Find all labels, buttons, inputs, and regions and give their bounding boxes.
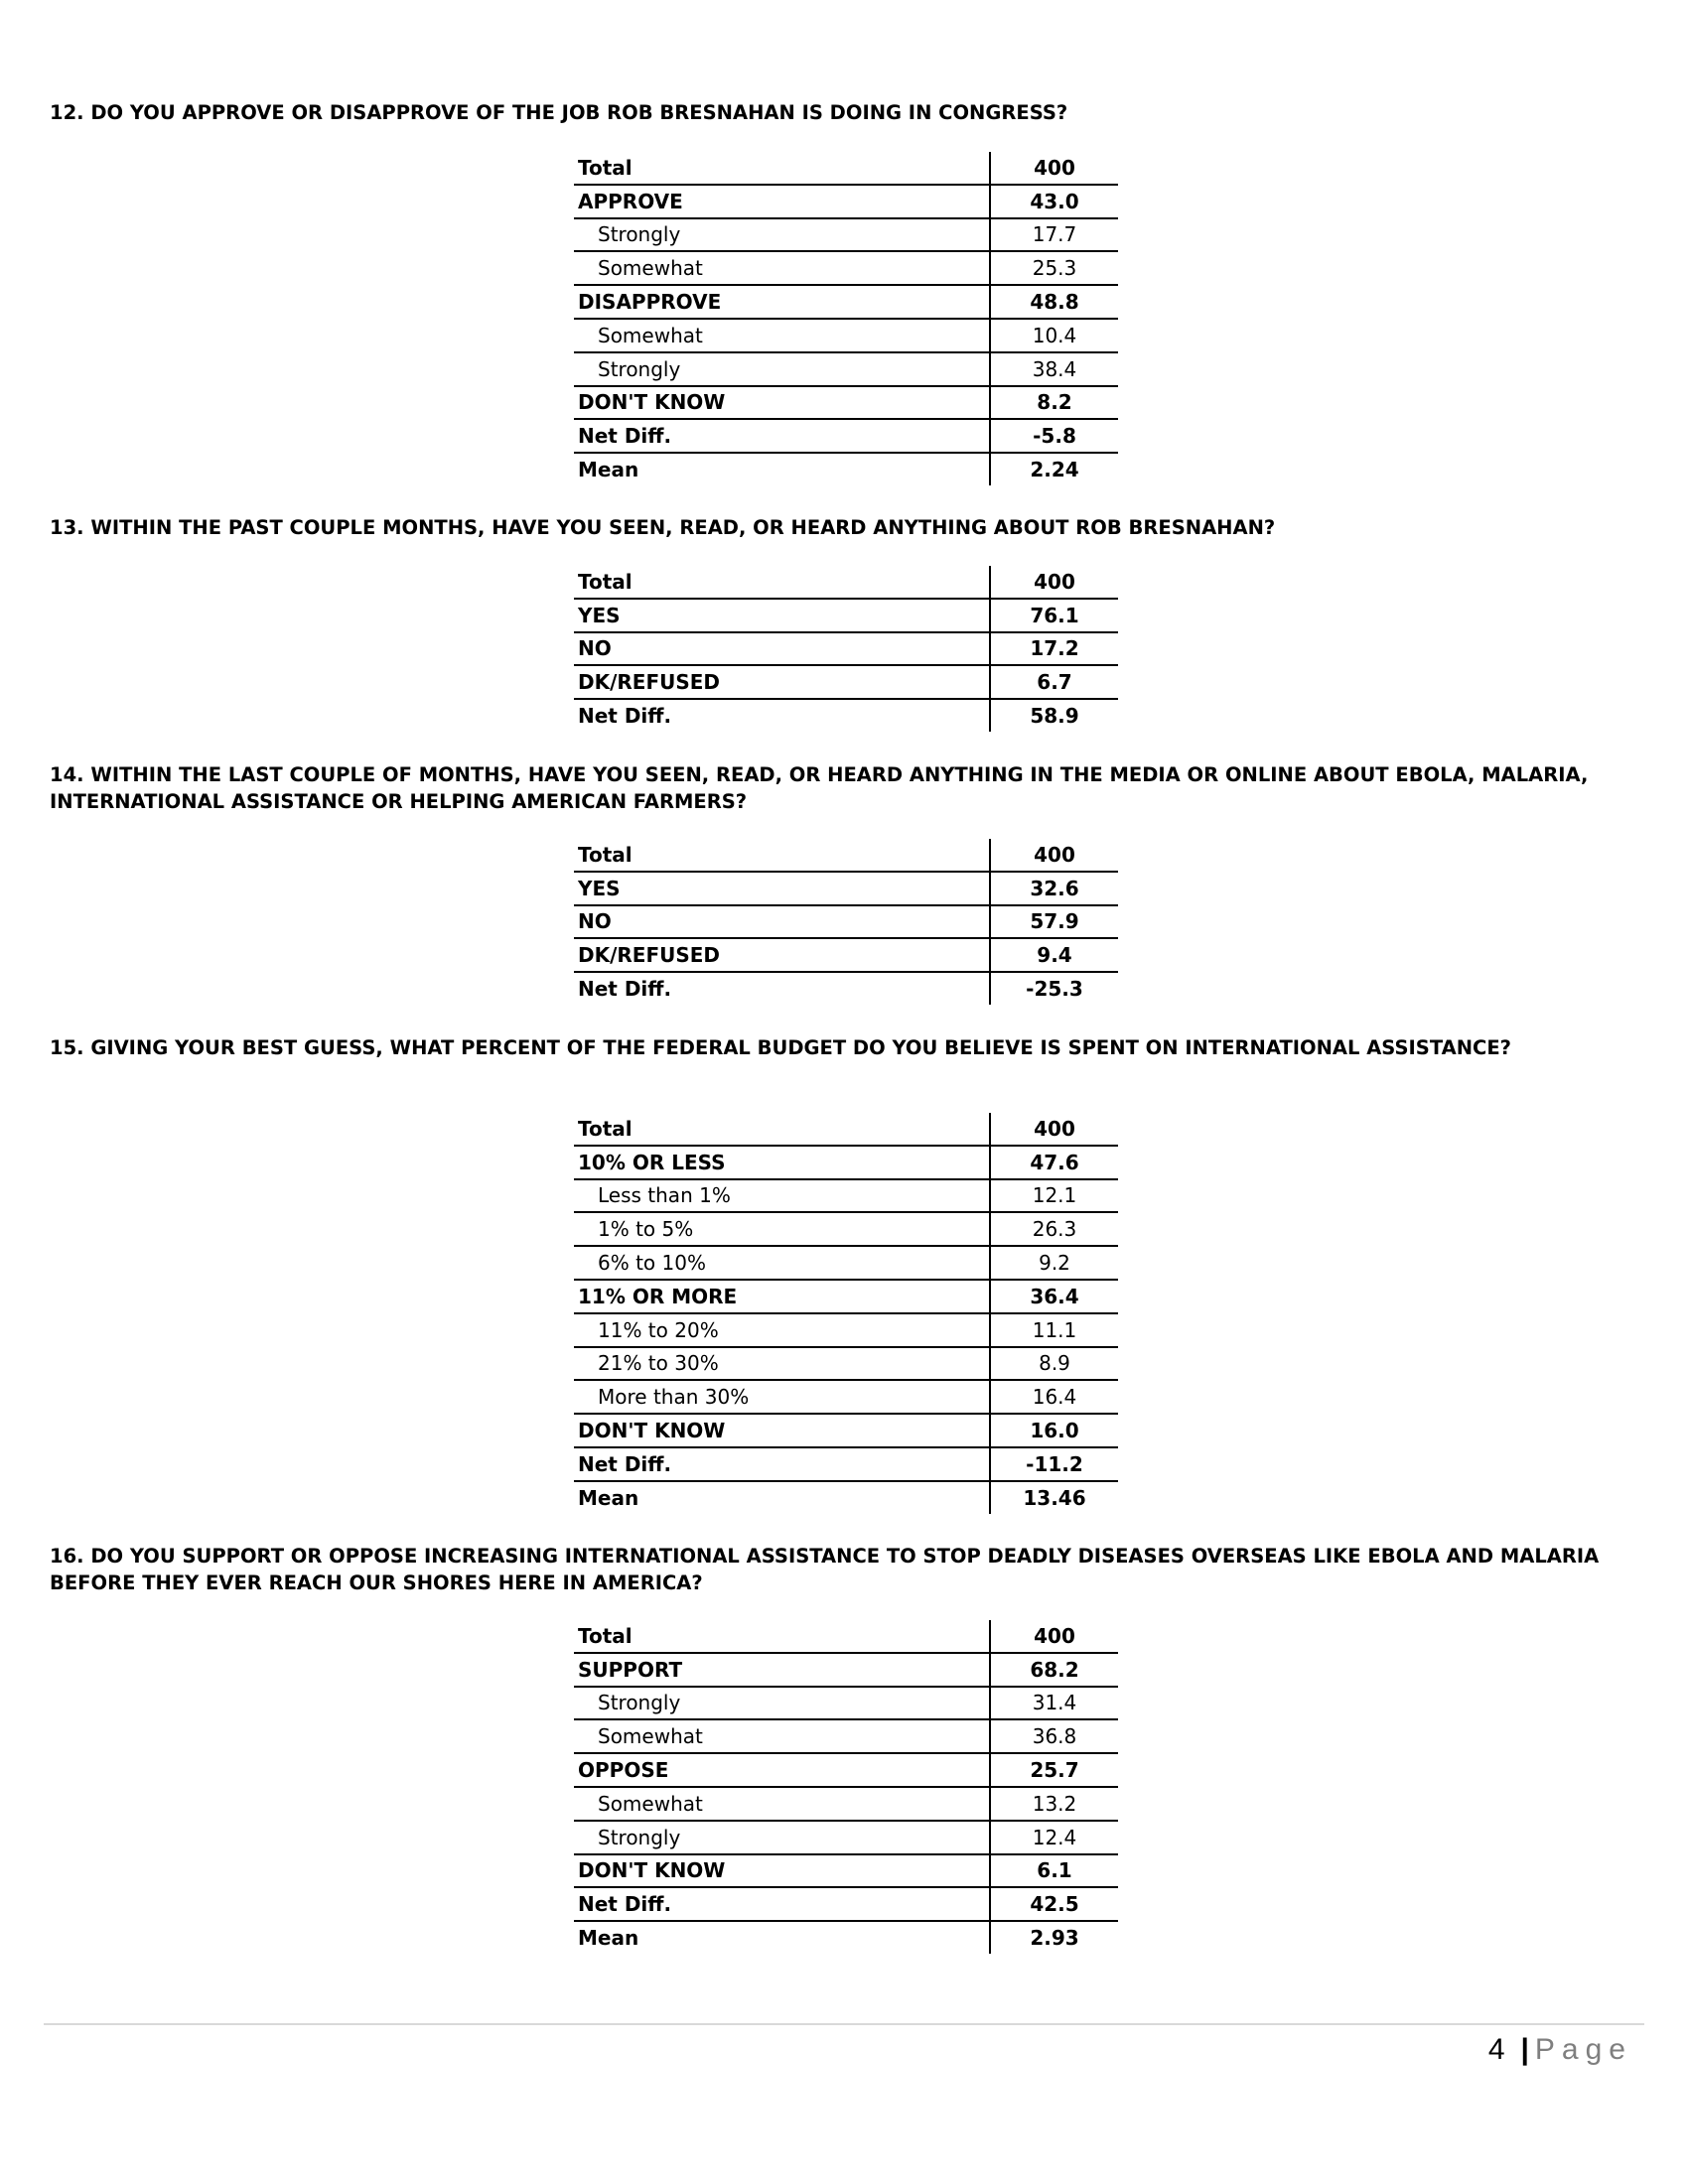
table-row — [574, 1787, 1118, 1821]
row-value: 9.4 — [990, 938, 1118, 972]
row-label: NO — [574, 905, 990, 939]
table-row — [574, 699, 1118, 732]
row-label: Strongly — [574, 352, 990, 386]
row-label: Less than 1% — [574, 1179, 990, 1213]
row-label: Mean — [578, 457, 639, 481]
row-value: 2.93 — [990, 1921, 1118, 1954]
footer-divider — [44, 2023, 1644, 2025]
row-label: Net Diff. — [578, 703, 672, 728]
row-label: Mean — [578, 1485, 639, 1510]
row-value: 12.4 — [990, 1821, 1118, 1854]
question-heading: 13. WITHIN THE PAST COUPLE MONTHS, HAVE YOU SEEN, READ, OR HEARD ANYTHING ABOUT ROB BRESNAHAN? — [50, 516, 1276, 539]
question-heading: 14. WITHIN THE LAST COUPLE OF MONTHS, HAVE YOU SEEN, READ, OR HEARD ANYTHING IN THE MEDIA OR ONLINE ABOUT EBOLA, MALARIA, INTERNATIONAL ASSISTANCE OR HELPING AMERICAN FARMERS? — [50, 763, 1589, 813]
row-label: DK/REFUSED — [574, 665, 990, 699]
results-table — [574, 1620, 1118, 1954]
table-row — [574, 285, 1118, 319]
row-value: 38.4 — [990, 352, 1118, 386]
table-row — [574, 218, 1118, 252]
row-label: Somewhat — [574, 1719, 990, 1753]
row-value: 57.9 — [990, 905, 1118, 939]
row-label: 10% OR LESS — [574, 1146, 990, 1179]
row-label: Total — [574, 1620, 990, 1653]
row-label: NO — [574, 632, 990, 666]
table-row — [574, 905, 1118, 939]
row-value: 6.7 — [990, 665, 1118, 699]
table-row — [574, 1179, 1118, 1213]
row-value: 68.2 — [990, 1653, 1118, 1687]
results-table — [574, 839, 1118, 1005]
row-value: 6.1 — [990, 1854, 1118, 1888]
row-label: DON'T KNOW — [574, 1854, 990, 1888]
row-label: APPROVE — [574, 185, 990, 218]
table-row — [574, 872, 1118, 905]
table-row — [574, 419, 1118, 453]
table-row — [574, 599, 1118, 632]
table-row — [574, 839, 1118, 872]
row-value: 43.0 — [990, 185, 1118, 218]
row-label: 1% to 5% — [574, 1212, 990, 1246]
row-value: 36.8 — [990, 1719, 1118, 1753]
row-value: 400 — [990, 1620, 1118, 1653]
page-label: Page — [1534, 2033, 1632, 2066]
row-label: DON'T KNOW — [574, 1414, 990, 1447]
row-label: Total — [574, 152, 990, 185]
page-footer — [1488, 2033, 1632, 2067]
row-value: 16.4 — [990, 1380, 1118, 1414]
table-row — [574, 1620, 1118, 1653]
table-row — [574, 1653, 1118, 1687]
row-value: -11.2 — [990, 1447, 1118, 1481]
row-value: 48.8 — [990, 285, 1118, 319]
table-row — [574, 152, 1118, 185]
table-row — [574, 386, 1118, 420]
table-row — [574, 566, 1118, 599]
row-label: YES — [574, 599, 990, 632]
table-row — [574, 1313, 1118, 1347]
row-value: 400 — [990, 839, 1118, 872]
table-row — [574, 1481, 1118, 1514]
row-label: Somewhat — [574, 1787, 990, 1821]
table-row — [574, 632, 1118, 666]
table-row — [574, 1414, 1118, 1447]
row-value: 2.24 — [990, 453, 1118, 485]
row-label: More than 30% — [574, 1380, 990, 1414]
row-value: 400 — [990, 152, 1118, 185]
table-row — [574, 1887, 1118, 1921]
row-value: -5.8 — [990, 419, 1118, 453]
row-value: 9.2 — [990, 1246, 1118, 1280]
row-value: 8.9 — [990, 1347, 1118, 1381]
table-row — [574, 319, 1118, 352]
row-value: 36.4 — [990, 1280, 1118, 1313]
row-label: Net Diff. — [578, 976, 672, 1001]
row-label: 21% to 30% — [574, 1347, 990, 1381]
table-row — [574, 1719, 1118, 1753]
results-table — [574, 152, 1118, 485]
row-value: 10.4 — [990, 319, 1118, 352]
row-value: 13.46 — [990, 1481, 1118, 1514]
row-value: -25.3 — [990, 972, 1118, 1005]
row-label: Net Diff. — [574, 419, 990, 453]
row-label: Total — [574, 839, 990, 872]
row-value: 76.1 — [990, 599, 1118, 632]
table-row — [574, 1146, 1118, 1179]
row-label: DISAPPROVE — [574, 285, 990, 319]
row-value: 8.2 — [990, 386, 1118, 420]
row-value: 17.7 — [990, 218, 1118, 252]
row-label: Net Diff. — [574, 1447, 990, 1481]
table-row — [574, 1347, 1118, 1381]
table-row — [574, 1821, 1118, 1854]
row-label: Total — [574, 1113, 990, 1146]
row-value: 42.5 — [990, 1887, 1118, 1921]
row-label: DK/REFUSED — [574, 938, 990, 972]
row-value: 32.6 — [990, 872, 1118, 905]
table-row — [574, 1687, 1118, 1720]
table-row — [574, 972, 1118, 1005]
results-table — [574, 1113, 1118, 1514]
row-label: Mean — [578, 1925, 639, 1950]
table-row — [574, 352, 1118, 386]
row-label: DON'T KNOW — [574, 386, 990, 420]
question-heading: 15. GIVING YOUR BEST GUESS, WHAT PERCENT OF THE FEDERAL BUDGET DO YOU BELIEVE IS SPENT ON INTERNATIONAL ASSISTANCE? — [50, 1036, 1511, 1059]
page-number: 4 — [1487, 2033, 1505, 2066]
row-label: Net Diff. — [574, 1887, 990, 1921]
row-value: 400 — [990, 1113, 1118, 1146]
row-value: 47.6 — [990, 1146, 1118, 1179]
row-value: 13.2 — [990, 1787, 1118, 1821]
row-label: YES — [574, 872, 990, 905]
table-row — [574, 1113, 1118, 1146]
row-value: 17.2 — [990, 632, 1118, 666]
row-value: 25.3 — [990, 251, 1118, 285]
row-label: SUPPORT — [574, 1653, 990, 1687]
table-row — [574, 453, 1118, 485]
table-row — [574, 1447, 1118, 1481]
row-label: OPPOSE — [574, 1753, 990, 1787]
row-value: 58.9 — [990, 699, 1118, 732]
row-label: 11% to 20% — [574, 1313, 990, 1347]
table-row — [574, 251, 1118, 285]
row-label: Somewhat — [574, 251, 990, 285]
row-value: 31.4 — [990, 1687, 1118, 1720]
table-row — [574, 185, 1118, 218]
row-value: 26.3 — [990, 1212, 1118, 1246]
table-row — [574, 1854, 1118, 1888]
table-row — [574, 665, 1118, 699]
table-row — [574, 1280, 1118, 1313]
table-row — [574, 1921, 1118, 1954]
row-label: Strongly — [574, 218, 990, 252]
row-label: Somewhat — [574, 319, 990, 352]
table-row — [574, 1246, 1118, 1280]
row-value: 11.1 — [990, 1313, 1118, 1347]
row-value: 25.7 — [990, 1753, 1118, 1787]
table-row — [574, 1380, 1118, 1414]
results-table — [574, 566, 1118, 732]
row-value: 12.1 — [990, 1179, 1118, 1213]
row-value: 400 — [990, 566, 1118, 599]
row-label: 6% to 10% — [574, 1246, 990, 1280]
table-row — [574, 1753, 1118, 1787]
question-heading: 16. DO YOU SUPPORT OR OPPOSE INCREASING INTERNATIONAL ASSISTANCE TO STOP DEADLY DISEASES OVERSEAS LIKE EBOLA AND MALARIA BEFORE THEY EVER REACH OUR SHORES HERE IN AMERICA? — [50, 1545, 1600, 1594]
row-label: Strongly — [574, 1821, 990, 1854]
table-row — [574, 938, 1118, 972]
question-heading: 12. DO YOU APPROVE OR DISAPPROVE OF THE JOB ROB BRESNAHAN IS DOING IN CONGRESS? — [50, 101, 1068, 124]
row-label: Strongly — [574, 1687, 990, 1720]
row-label: Total — [574, 566, 990, 599]
row-value: 16.0 — [990, 1414, 1118, 1447]
row-label: 11% OR MORE — [574, 1280, 990, 1313]
table-row — [574, 1212, 1118, 1246]
page-separator: | — [1520, 2033, 1529, 2066]
